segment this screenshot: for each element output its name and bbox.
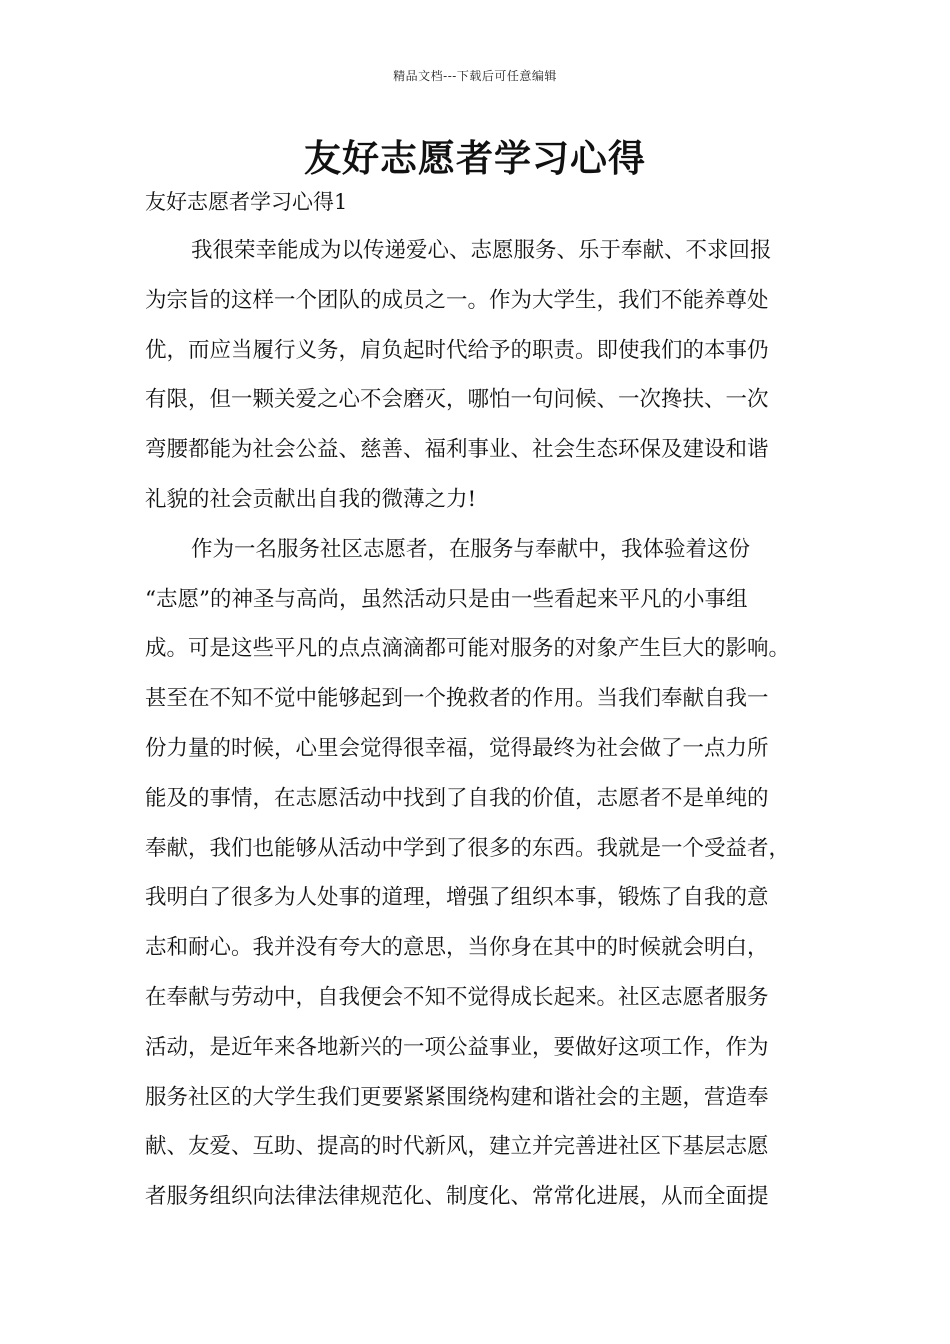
paragraph-2-line: 份力量的时候，心里会觉得很幸福，觉得最终为社会做了一点力所 <box>145 735 769 761</box>
paragraph-2-line: 甚至在不知不觉中能够起到一个挽救者的作用。当我们奉献自我一 <box>145 686 769 712</box>
paragraph-2-line: 志和耐心。我并没有夸大的意思，当你身在其中的时候就会明白， <box>145 935 769 961</box>
body-text <box>145 235 835 1231</box>
paragraph-1-line: 优，而应当履行义务，肩负起时代给予的职责。即使我们的本事仍 <box>145 337 769 363</box>
paragraph-2-line: 在奉献与劳动中，自我便会不知不觉得成长起来。社区志愿者服务 <box>145 984 769 1010</box>
document-subtitle: 友好志愿者学习心得1 <box>145 190 348 214</box>
paragraph-2-line: 者服务组织向法律法律规范化、制度化、常常化进展，从而全面提 <box>145 1184 769 1210</box>
paragraph-2-line: 我明白了很多为人处事的道理，增强了组织本事，锻炼了自我的意 <box>145 885 769 911</box>
paragraph-1-line: 为宗旨的这样一个团队的成员之一。作为大学生，我们不能养尊处 <box>145 287 769 313</box>
paragraph-1-line: 礼貌的社会贡献出自我的微薄之力! <box>145 486 477 512</box>
paragraph-2-line: 能及的事情，在志愿活动中找到了自我的价值，志愿者不是单纯的 <box>145 785 769 811</box>
paragraph-2-line: 作为一名服务社区志愿者，在服务与奉献中，我体验着这份 <box>191 536 751 562</box>
document-title: 友好志愿者学习心得 <box>304 136 646 180</box>
paragraph-2-line: 献、友爱、互助、提高的时代新风，建立并完善进社区下基层志愿 <box>145 1134 769 1160</box>
paragraph-2-line: 成。可是这些平凡的点点滴滴都可能对服务的对象产生巨大的影响。 <box>145 636 791 662</box>
header-note: 精品文档---下载后可任意编辑 <box>393 69 557 83</box>
paragraph-2-line: 服务社区的大学生我们更要紧紧围绕构建和谐社会的主题，营造奉 <box>145 1084 769 1110</box>
paragraph-1-line: 我很荣幸能成为以传递爱心、志愿服务、乐于奉献、不求回报 <box>191 238 772 263</box>
paragraph-2-line: 活动，是近年来各地新兴的一项公益事业，要做好这项工作，作为 <box>145 1034 769 1060</box>
paragraph-2-line: “志愿”的神圣与高尚，虽然活动只是由一些看起来平凡的小事组 <box>145 586 748 612</box>
paragraph-2-line: 奉献，我们也能够从活动中学到了很多的东西。我就是一个受益者， <box>145 835 791 861</box>
paragraph-1-line: 有限，但一颗关爱之心不会磨灭，哪怕一句问候、一次搀扶、一次 <box>145 387 769 413</box>
paragraph-1-line: 弯腰都能为社会公益、慈善、福利事业、社会生态环保及建设和谐 <box>145 437 769 463</box>
